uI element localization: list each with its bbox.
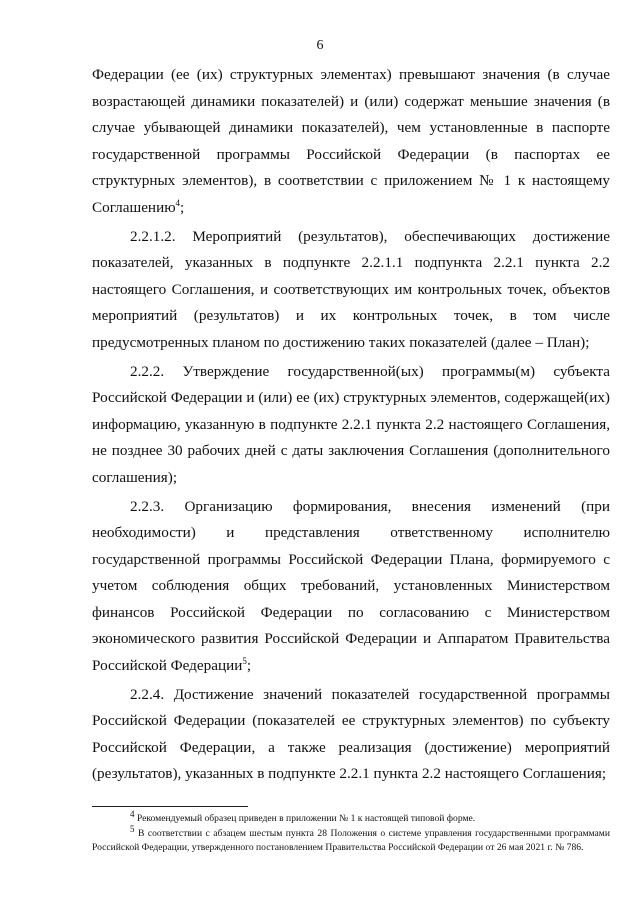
footnote-reference-4[interactable]: 4 [175,197,181,208]
page-number: 6 [316,38,324,53]
paragraph-text: 2.2.3. Организацию формирования, внесения изменений (при необходимости) и представления ответственному исполнителю государственной программы Российской Федерации Плана, формируемого с учетом соблюдения общих требований, установленных Министерством финансов Российской Федерации по согласованию с Министерством экономического развития Российской Федерации и Аппаратом Правительства Российской Федерации [92,497,610,675]
paragraph-2-2-3 [92,494,610,680]
footnote-mark: 5 [130,823,135,834]
footnote-separator [92,806,248,807]
paragraph-ending: ; [246,657,252,675]
footnote-mark: 4 [130,808,135,819]
paragraph-continuation [92,62,610,222]
paragraph-2-2-2: 2.2.2. Утверждение государственной(ых) программы(м) субъекта Российской Федерации и (или) ее (их) структурных элементов, содержащей(их) информацию, указанную в подпункте 2.2.1 пункта 2.2 настоящего Соглашения, не позднее 30 рабочих дней с даты заключения Соглашения (дополнительного соглашения); [92,362,610,486]
footnote-text: В соответствии с абзацем шестым пункта 28 Положения о системе управления государственными программами Российской Федерации, утвержденного постановлением Правительства Российской Федерации от 26 мая 2021 г. № 786. [92,827,610,853]
paragraph-2-2-1-2: 2.2.1.2. Мероприятий (результатов), обеспечивающих достижение показателей, указанных в подпункте 2.2.1.1 подпункта 2.2.1 пункта 2.2 настоящего Соглашения, и соответствующих им контрольных точек, объектов мероприятий (результатов) и их контрольных точек, в том числе предусмотренных планом по достижению таких показателей (далее – План); [92,227,610,351]
document-body [92,62,610,790]
footnote-reference-5[interactable]: 5 [242,656,247,666]
footnote-text: Рекомендуемый образец приведен в приложении № 1 к настоящей типовой форме. [134,813,476,824]
paragraph-text: Федерации (ее (их) структурных элементах) превышают значения (в случае возрастающей динамики показателей) и (или) содержат меньшие значения (в случае убывающей динамики показателей), чем установленные в паспорте государственной программы Российской Федерации (в паспортах ее структурных элементов), в соответствии с приложением № 1 к настоящему Соглашению [92,66,610,216]
paragraph-2-2-4: 2.2.4. Достижение значений показателей государственной программы Российской Федерации (показателей ее структурных элементов) по субъекту Российской Федерации, а также реализация (достижение) мероприятий (результатов), указанных в подпункте 2.2.1 пункта 2.2 настоящего Соглашения; [92,685,610,783]
footnotes [92,808,610,855]
footnote-5 [92,823,610,855]
footnote-4 [92,808,610,826]
paragraph-ending: ; [180,198,185,216]
